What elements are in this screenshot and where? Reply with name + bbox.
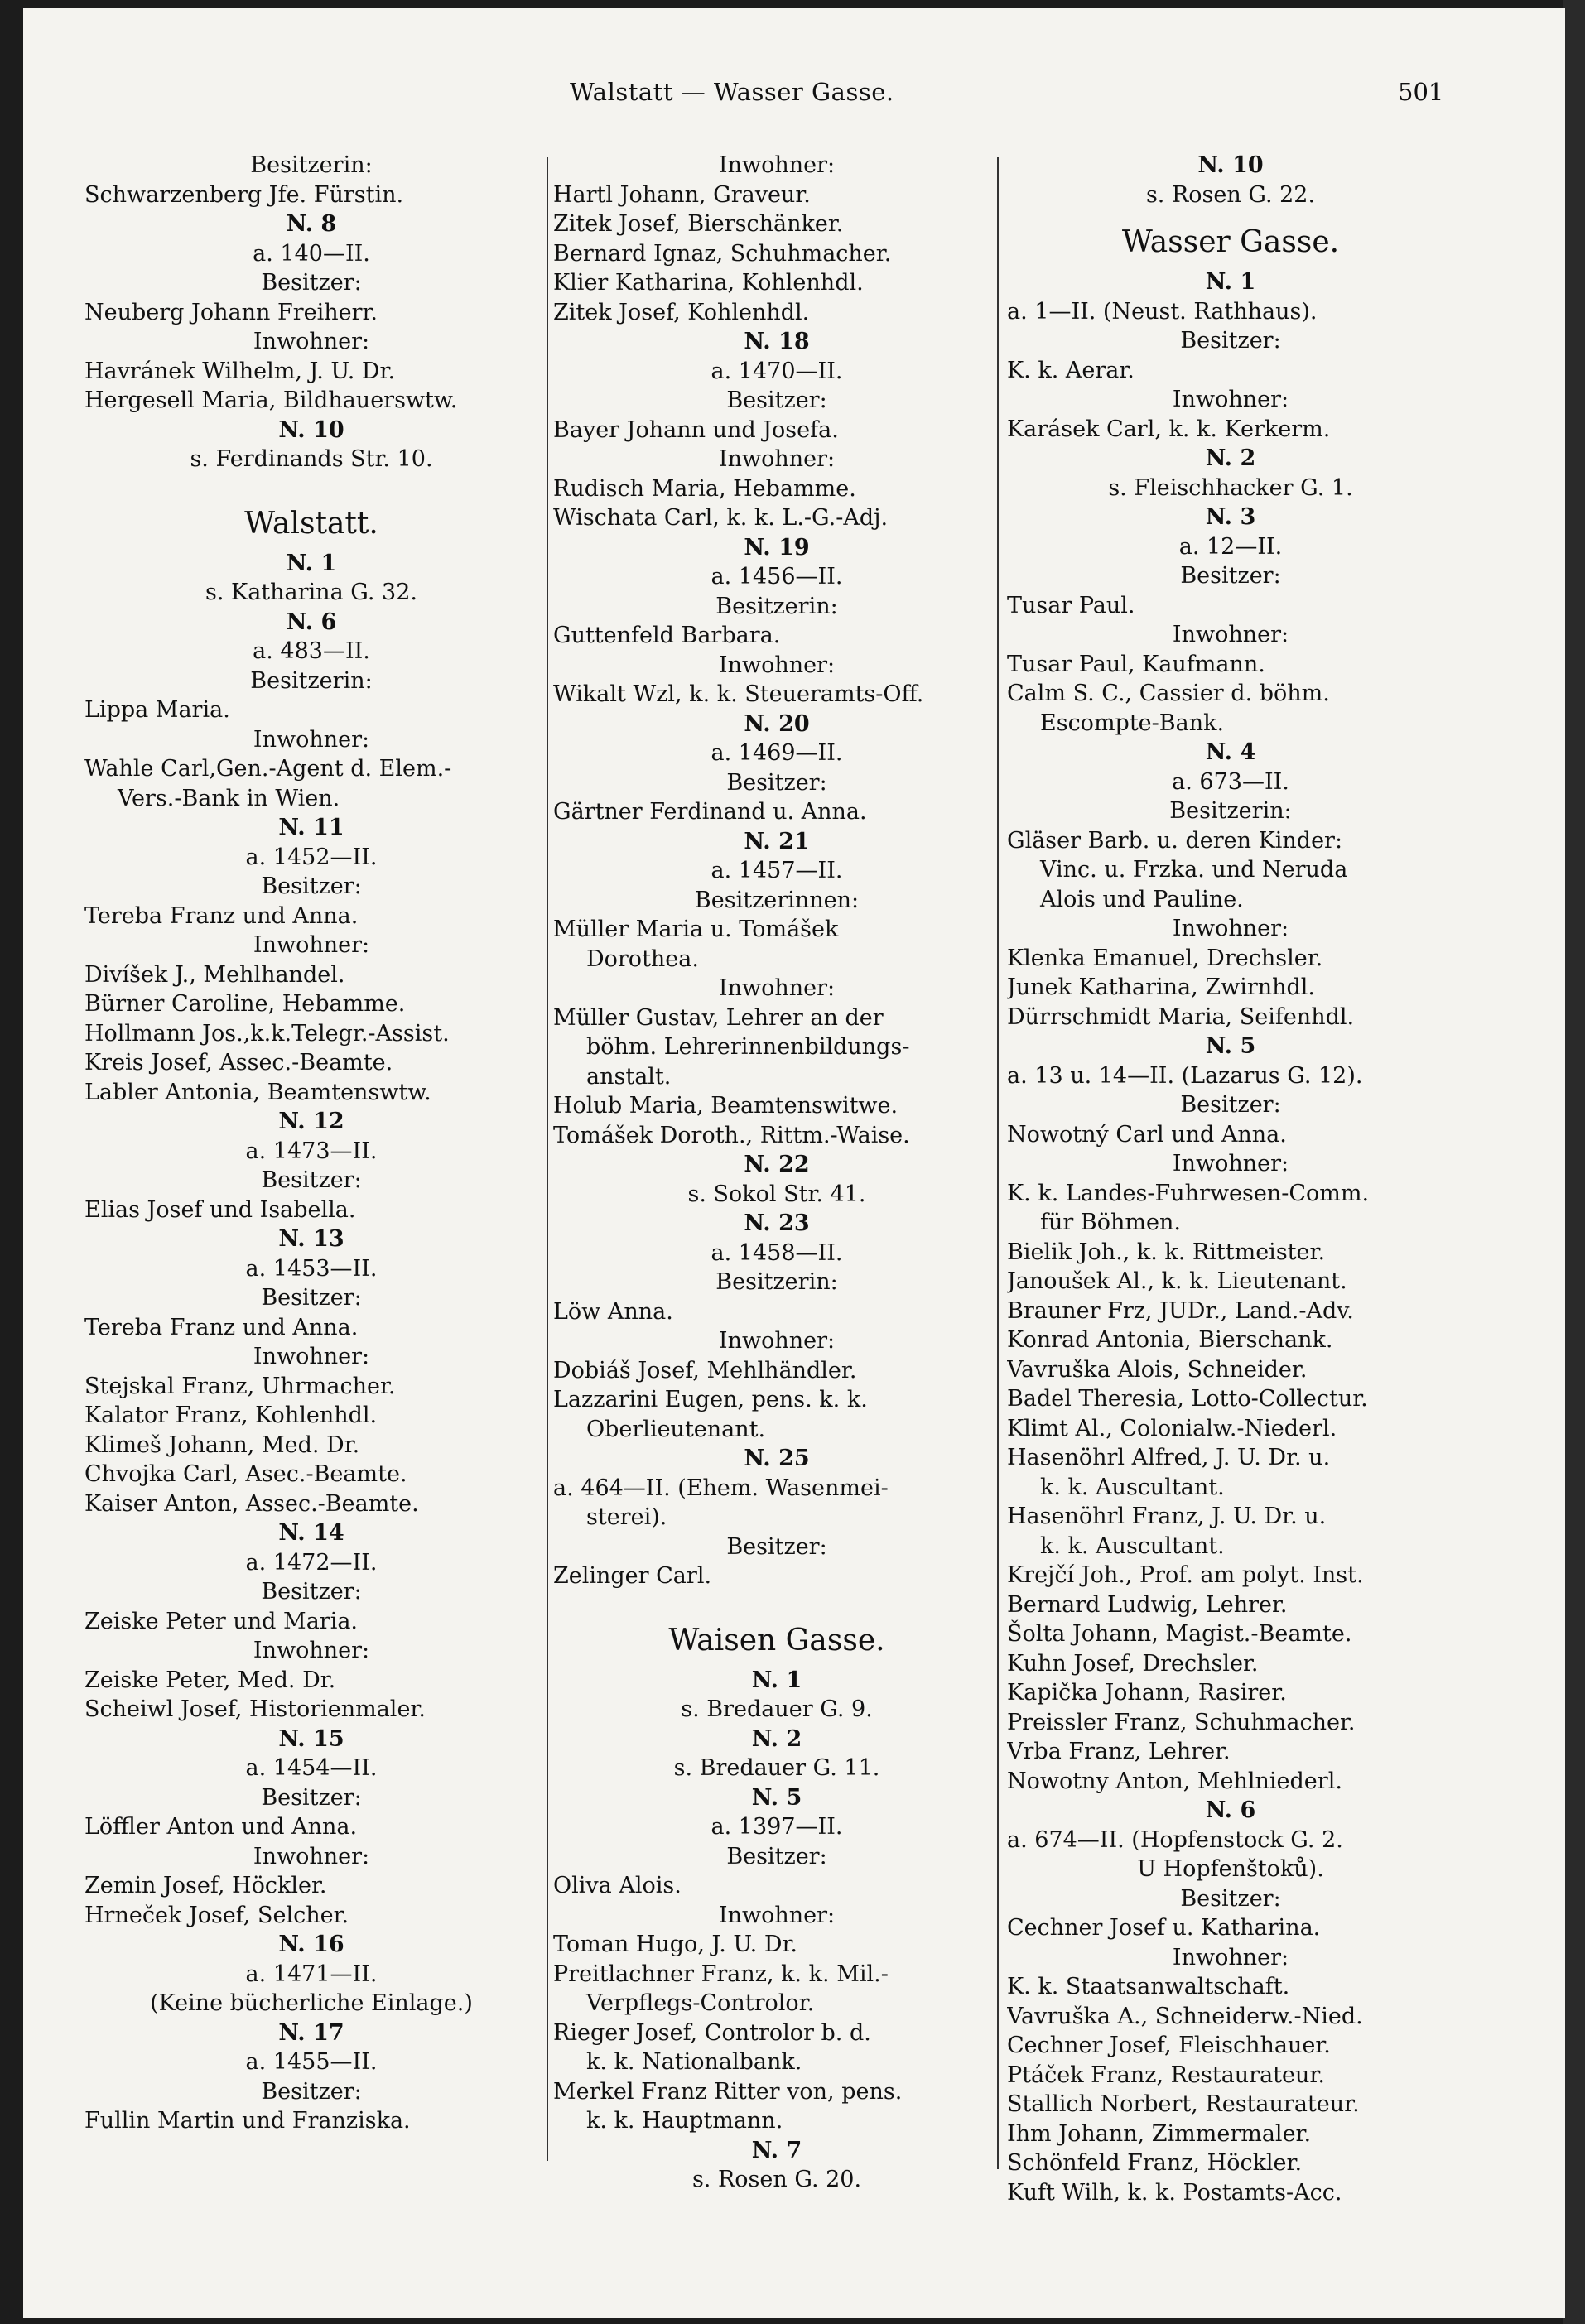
entry-line: böhm. Lehrerinnenbildungs- [586,1034,910,1060]
entry-line: Labler Antonia, Beamtenswtw. [84,1079,431,1105]
entry-line: Oliva Alois. [553,1873,682,1898]
entry-line: Alois und Pauline. [1040,886,1244,912]
house-number: N. 22 [744,1152,810,1177]
centered-label: Besitzer: [1180,1092,1281,1118]
entry-line: Bernard Ignaz, Schuhmacher. [553,240,892,267]
centered-label: Inwohner: [1172,1151,1289,1176]
entry-line: Scheiwl Josef, Historienmaler. [84,1696,426,1722]
entry-line: Löw Anna. [553,1298,673,1325]
page-sheet [23,8,1565,2318]
centered-label: a. 1454—II. [245,1755,378,1781]
centered-label: s. Ferdinands Str. 10. [190,446,433,472]
house-number: N. 7 [751,2137,802,2163]
centered-label: Inwohner: [253,1638,370,1663]
house-number: N. 6 [1205,1797,1256,1823]
entry-line: Zemin Josef, Höckler. [84,1873,327,1898]
centered-label: Besitzer: [261,270,362,296]
centered-label: s. Bredauer G. 11. [673,1755,880,1781]
centered-label: a. 1471—II. [245,1961,378,1987]
centered-label: Besitzer: [726,769,827,796]
entry-line: Karásek Carl, k. k. Kerkerm. [1007,416,1331,442]
house-number: N. 10 [278,416,344,443]
centered-label: Besitzerin: [1169,798,1292,824]
entry-line: a. 1—II. (Neust. Rathhaus). [1007,298,1318,325]
house-number: N. 20 [744,710,810,737]
house-number: N. 5 [1205,1033,1256,1059]
house-number: N. 2 [751,1725,802,1752]
entry-line: Hergesell Maria, Bildhauerswtw. [84,387,458,413]
centered-label: Besitzer: [261,1285,362,1311]
centered-label: Besitzer: [1180,563,1281,589]
entry-line: Zitek Josef, Kohlenhdl. [553,299,810,325]
house-number: N. 18 [744,329,810,354]
entry-line: Hasenöhrl Franz, J. U. Dr. u. [1007,1504,1327,1529]
entry-line: Hartl Johann, Graveur. [553,181,811,208]
entry-line: Tusar Paul, Kaufmann. [1007,651,1265,677]
entry-line: Klenka Emanuel, Drechsler. [1007,945,1323,971]
entry-line: Toman Hugo, J. U. Dr. [553,1932,797,1957]
entry-line: Hollmann Jos.,k.k.Telegr.-Assist. [84,1020,450,1047]
centered-label: Besitzerin: [250,152,373,178]
entry-line: Divíšek J., Mehlhandel. [84,961,345,988]
entry-line: Hrneček Josef, Selcher. [84,1902,349,1928]
entry-line: k. k. Auscultant. [1040,1474,1225,1500]
entry-line: Löffler Anton und Anna. [84,1814,358,1840]
entry-line: Elias Josef und Isabella. [84,1196,356,1223]
centered-label: s. Rosen G. 20. [691,2167,862,2192]
centered-label: a. 1456—II. [711,564,843,589]
entry-line: Vinc. u. Frzka. und Neruda [1040,857,1348,883]
centered-label: a. 1469—II. [711,740,843,766]
centered-label: Besitzer: [726,1533,827,1560]
page-number: 501 [1398,78,1444,106]
entry-line: Zeiske Peter, Med. Dr. [84,1667,336,1693]
centered-label: a. 1397—II. [711,1814,843,1840]
entry-line: Badel Theresia, Lotto-Collectur. [1007,1386,1368,1412]
entry-line: a. 464—II. (Ehem. Wasenmei- [553,1475,889,1501]
entry-line: Calm S. C., Cassier d. böhm. [1007,681,1330,706]
entry-line: Wischata Carl, k. k. L.-G.-Adj. [553,505,889,531]
house-number: N. 10 [1197,152,1264,178]
centered-label: s. Fleischhacker G. 1. [1108,474,1353,501]
centered-label: (Keine bücherliche Einlage.) [150,1990,473,2016]
entry-line: Preitlachner Franz, k. k. Mil.- [553,1961,889,1987]
entry-line: Junek Katharina, Zwirnhdl. [1007,974,1316,1000]
entry-line: Neuberg Johann Freiherr. [84,299,378,325]
centered-label: Inwohner: [718,1328,836,1354]
entry-line: für Böhmen. [1040,1210,1181,1235]
house-number: N. 4 [1205,739,1256,765]
centered-label: Inwohner: [1172,1944,1289,1970]
entry-line: Ihm Johann, Zimmermaler. [1007,2120,1312,2147]
entry-line: Guttenfeld Barbara. [553,623,781,648]
entry-line: Rudisch Maria, Hebamme. [553,475,856,502]
centered-label: Inwohner: [253,726,370,753]
house-number: N. 11 [278,815,344,840]
entry-line: Kapička Johann, Rasirer. [1007,1680,1287,1706]
entry-line: Tusar Paul. [1007,592,1135,618]
entry-line: Brauner Frz, JUDr., Land.-Adv. [1007,1297,1354,1324]
centered-label: a. 483—II. [253,638,370,664]
entry-line: Nowotny Anton, Mehlniederl. [1007,1768,1342,1794]
centered-label: s. Katharina G. 32. [205,580,417,605]
entry-line: a. 13 u. 14—II. (Lazarus G. 12). [1007,1062,1363,1089]
entry-line: Oberlieutenant. [586,1416,766,1442]
house-number: N. 8 [286,211,337,237]
centered-label: a. 1458—II. [711,1239,843,1266]
page-header [23,78,1565,119]
centered-label: Besitzer: [1180,328,1281,354]
centered-label: s. Rosen G. 22. [1145,181,1316,208]
entry-line: k. k. Auscultant. [1040,1532,1225,1559]
centered-label: Besitzer: [261,2078,362,2105]
entry-line: a. 674—II. (Hopfenstock G. 2. [1007,1826,1343,1853]
centered-label: a. 1473—II. [245,1138,378,1164]
centered-label: Inwohner: [253,1843,370,1869]
entry-line: Vavruška A., Schneiderw.-Nied. [1007,2003,1363,2029]
running-title: Walstatt — Wasser Gasse. [570,78,894,106]
entry-line: Holub Maria, Beamtenswitwe. [553,1093,898,1119]
entry-line: Müller Maria u. Tomášek [553,917,839,942]
centered-label: Inwohner: [253,932,370,958]
entry-line: Krejčí Joh., Prof. am polyt. Inst. [1007,1562,1364,1588]
centered-label: Besitzerin: [250,667,373,694]
street-heading: Wasser Gasse. [1121,225,1340,259]
centered-label: a. 1452—II. [245,844,378,870]
entry-line: Zelinger Carl. [553,1563,712,1589]
entry-line: Wikalt Wzl, k. k. Steueramts-Off. [553,681,924,707]
entry-line: Kaiser Anton, Assec.-Beamte. [84,1490,419,1517]
house-number: N. 5 [751,1784,802,1811]
centered-label: Besitzerin: [715,593,838,619]
centered-label: Inwohner: [253,1344,370,1369]
centered-label: Besitzer: [726,387,827,413]
centered-label: Inwohner: [253,329,370,354]
entry-line: Stallich Norbert, Restaurateur. [1007,2091,1360,2117]
entry-line: Cechner Josef, Fleischhauer. [1007,2033,1331,2058]
centered-label: a. 140—II. [253,240,370,267]
centered-label: s. Sokol Str. 41. [687,1181,866,1207]
entry-line: Bürner Caroline, Hebamme. [84,991,406,1017]
house-number: N. 1 [286,550,337,576]
column-divider-1 [547,157,548,2161]
entry-line: Hasenöhrl Alfred, J. U. Dr. u. [1007,1445,1331,1470]
entry-line: K. k. Landes-Fuhrwesen-Comm. [1007,1180,1370,1206]
column-right [1007,151,1454,2207]
entry-line: Stejskal Franz, Uhrmacher. [84,1373,396,1399]
centered-label: Besitzerinnen: [694,887,860,913]
column-left [84,151,538,2136]
house-number: N. 25 [744,1446,810,1471]
entry-line: Zeiske Peter und Maria. [84,1608,359,1634]
entry-line: anstalt. [586,1063,672,1090]
entry-line: Dobiáš Josef, Mehlhändler. [553,1357,857,1383]
house-number: N. 15 [278,1725,344,1752]
entry-line: Escompte-Bank. [1040,710,1225,736]
entry-line: Konrad Antonia, Bierschank. [1007,1327,1333,1353]
entry-line: Kalator Franz, Kohlenhdl. [84,1403,378,1428]
centered-label: a. 1472—II. [245,1549,378,1576]
entry-line: k. k. Nationalbank. [586,2049,802,2075]
entry-line: Ptáček Franz, Restaurateur. [1007,2062,1325,2088]
entry-line: Bielik Joh., k. k. Rittmeister. [1007,1239,1326,1265]
centered-label: Besitzerin: [715,1269,838,1295]
entry-line: Tomášek Doroth., Rittm.-Waise. [553,1122,910,1148]
entry-line: Vavruška Alois, Schneider. [1007,1356,1308,1383]
entry-line: Šolta Johann, Magist.-Beamte. [1007,1621,1352,1647]
entry-line: Havránek Wilhelm, J. U. Dr. [84,358,396,384]
scan-edge-shadow [1563,0,1585,2324]
entry-line: Fullin Martin und Franziska. [84,2108,411,2134]
house-number: N. 13 [278,1226,344,1252]
entry-line: Lazzarini Eugen, pens. k. k. [553,1387,868,1412]
entry-line: Vers.-Bank in Wien. [118,785,340,811]
house-number: N. 6 [286,609,337,635]
entry-line: Schönfeld Franz, Höckler. [1007,2150,1303,2176]
centered-label: Inwohner: [718,446,836,472]
house-number: N. 3 [1205,504,1256,530]
entry-line: Klimt Al., Colonialw.-Niederl. [1007,1415,1337,1441]
entry-line: Merkel Franz Ritter von, pens. [553,2078,903,2105]
entry-line: Chvojka Carl, Asec.-Beamte. [84,1461,407,1487]
entry-line: K. k. Aerar. [1007,357,1135,383]
house-number: N. 1 [751,1667,802,1693]
centered-label: Inwohner: [718,152,836,178]
house-number: N. 14 [278,1520,344,1546]
house-number: N. 23 [744,1210,810,1236]
house-number: N. 17 [278,2019,344,2046]
centered-label: Besitzer: [1180,1885,1281,1912]
entry-line: Bernard Ludwig, Lehrer. [1007,1591,1288,1618]
centered-label: Inwohner: [1172,387,1289,412]
entry-line: Cechner Josef u. Katharina. [1007,1915,1321,1941]
entry-line: k. k. Hauptmann. [586,2108,783,2134]
house-number: N. 19 [744,534,810,561]
entry-line: K. k. Staatsanwaltschaft. [1007,1974,1290,1999]
entry-line: Müller Gustav, Lehrer an der [553,1004,884,1031]
centered-label: Inwohner: [718,1902,836,1928]
entry-line: Gärtner Ferdinand u. Anna. [553,799,867,825]
centered-label: a. 1455—II. [245,2049,378,2075]
centered-label: Inwohner: [1172,916,1289,941]
column-middle [553,151,1000,2195]
centered-label: Inwohner: [718,975,836,1001]
entry-line: Gläser Barb. u. deren Kinder: [1007,827,1343,854]
entry-line: Schwarzenberg Jfe. Fürstin. [84,181,404,208]
centered-label: s. Bredauer G. 9. [681,1696,873,1722]
entry-line: Klier Katharina, Kohlenhdl. [553,270,864,296]
entry-line: Rieger Josef, Controlor b. d. [553,2019,871,2046]
house-number: N. 1 [1205,269,1256,295]
entry-line: Tereba Franz und Anna. [84,902,359,929]
centered-label: a. 1457—II. [711,858,843,883]
house-number: N. 12 [278,1109,344,1134]
house-number: N. 16 [278,1932,344,1957]
entry-line: Kuhn Josef, Drechsler. [1007,1650,1259,1677]
house-number: N. 21 [744,828,810,854]
entry-line: Wahle Carl,Gen.-Agent d. Elem.- [84,756,452,782]
entry-line: Vrba Franz, Lehrer. [1007,1739,1231,1764]
centered-label: Besitzer: [261,1784,362,1811]
entry-line: Lippa Maria. [84,697,230,723]
centered-label: Besitzer: [261,1579,362,1605]
centered-label: Inwohner: [1172,622,1289,647]
entry-line: Klimeš Johann, Med. Dr. [84,1431,360,1458]
centered-label: a. 12—II. [1178,533,1283,560]
centered-label: U Hopfenštoků). [1137,1856,1324,1882]
entry-line: sterei). [586,1504,667,1530]
centered-label: Besitzer: [726,1843,827,1869]
entry-line: Zitek Josef, Bierschänker. [553,211,844,237]
entry-line: Dorothea. [586,945,699,972]
entry-line: Verpflegs-Controlor. [586,1990,815,2016]
entry-line: Bayer Johann und Josefa. [553,416,839,443]
entry-line: Kreis Josef, Assec.-Beamte. [84,1050,393,1075]
house-number: N. 2 [1205,445,1256,471]
entry-line: Dürrschmidt Maria, Seifenhdl. [1007,1003,1355,1030]
entry-line: Preissler Franz, Schuhmacher. [1007,1709,1356,1735]
entry-line: Kuft Wilh, k. k. Postamts-Acc. [1007,2179,1342,2206]
centered-label: a. 1453—II. [245,1255,378,1282]
street-heading: Walstatt. [244,506,378,541]
entry-line: Tereba Franz und Anna. [84,1314,359,1340]
centered-label: a. 673—II. [1172,768,1289,795]
entry-line: Nowotný Carl und Anna. [1007,1121,1287,1148]
centered-label: Besitzer: [261,873,362,899]
centered-label: Besitzer: [261,1167,362,1193]
street-heading: Waisen Gasse. [668,1623,885,1658]
centered-label: Inwohner: [718,652,836,678]
entry-line: Janoušek Al., k. k. Lieutenant. [1007,1268,1347,1294]
centered-label: a. 1470—II. [711,358,843,384]
